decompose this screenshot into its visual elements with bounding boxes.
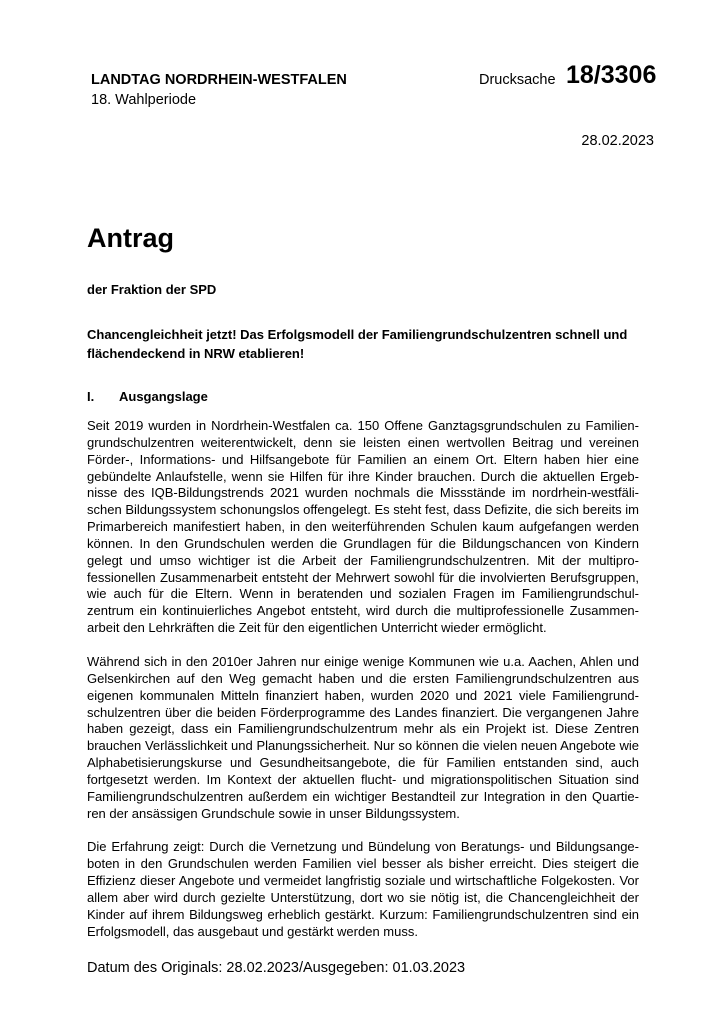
submitting-faction: der Fraktion der SPD [87,282,217,297]
body-paragraph: Während sich in den 2010er Jahren nur einige wenige Kommunen wie u.a. Aachen, Ahlen und Gelsenkirchen auf den Weg gemacht haben und die ersten Familiengrundschulzentren aus eigenen kommunalen Mitteln finanziert haben, wurden 2020 und 2021 viele Familiengrundschulzentren über die beiden Förderprogramme des Landes finanziert. Die vergangenen Jahre haben gezeigt, dass ein Familiengrundschulzentrum mehr als ein Projekt ist. Diese Zentren brauchen Verlässlichkeit und Planungssicherheit. Nur so können die vielen neuen Angebote wie Alphabetisierungskurse und Gesundheitsangebote, die für Familien entstanden sind, auch fortgesetzt werden. Im Kontext der aktuellen flucht- und migrationspolitischen Situation sind Familiengrundschulzentren außerdem ein wichtiger Bestandteil zur Integration in den Quartieren der ansässigen Grundschule sowie in unser Bildungssystem. [87,653,639,821]
motion-subject: Chancengleichheit jetzt! Das Erfolgsmodell der Familiengrundschulzentren schnell und flächendeckend in NRW etablieren! [87,327,628,361]
drucksache-number: 18/3306 [566,61,657,89]
section-title: Ausgangslage [119,389,208,404]
document-date: 28.02.2023 [581,133,654,149]
body-paragraph: Die Erfahrung zeigt: Durch die Vernetzung und Bündelung von Beratungs- und Bildungsangeboten in den Grundschulen werden Familien viel besser als bisher erreicht. Dies steigert die Effizienz dieser Angebote und vermeidet langfristig soziale und wirtschaftliche Folgekosten. Vor allem aber wird durch gezielte Unterstützung, dort wo sie nötig ist, die Chancengleichheit der Kinder auf ihrem Bildungsweg erheblich gestärkt. Kurzum: Familiengrundschulzentren sind ein Erfolgsmodell, das ausgebaut und gestärkt werden muss. [87,839,639,939]
section-number: I. [87,389,95,404]
section-body [87,418,639,957]
drucksache-label: Drucksache [479,72,556,88]
electoral-period: 18. Wahlperiode [91,92,197,108]
document-type-heading: Antrag [87,223,174,253]
footer-dates: Datum des Originals: 28.02.2023/Ausgegeben: 01.03.2023 [87,960,466,976]
parliament-name: LANDTAG NORDRHEIN-WESTFALEN [91,72,347,88]
body-paragraph: Seit 2019 wurden in Nordrhein-Westfalen ca. 150 Offene Ganztagsgrundschulen zu Familiengrundschulzentren weiterentwickelt, denn sie leisten einen wertvollen Beitrag und vereinen Förder-, Informations- und Hilfsangebote für Familien an einem Ort. Eltern haben hier eine gebündelte Anlaufstelle, wenn sie Hilfen für ihre Kinder brauchen. Durch die aktuellen Ergebnisse des IQB-Bildungstrends 2021 wurden nochmals die Missstände im nordrhein-westfälischen Bildungssystem schonungslos offengelegt. Es steht fest, dass Defizite, die sich bereits im Primarbereich manifestiert haben, in den weiterführenden Schulen kaum aufgefangen werden können. In den Grundschulen werden die Grundlagen für die Bildungschancen von Kindern gelegt und umso wichtiger ist die Arbeit der Familiengrundschulzentren. Mit der multiprofessionellen Zusammenarbeit entsteht der Mehrwert sowohl für die involvierten Berufsgruppen, wie auch für die Eltern. Wenn in beratenden und sozialen Fragen im Familiengrundschulzentrum ein kontinuierliches Angebot entsteht, wird durch die multiprofessionelle Zusammenarbeit den Lehrkräften die Zeit für den eigentlichen Unterricht wieder ermöglicht. [87,418,639,636]
